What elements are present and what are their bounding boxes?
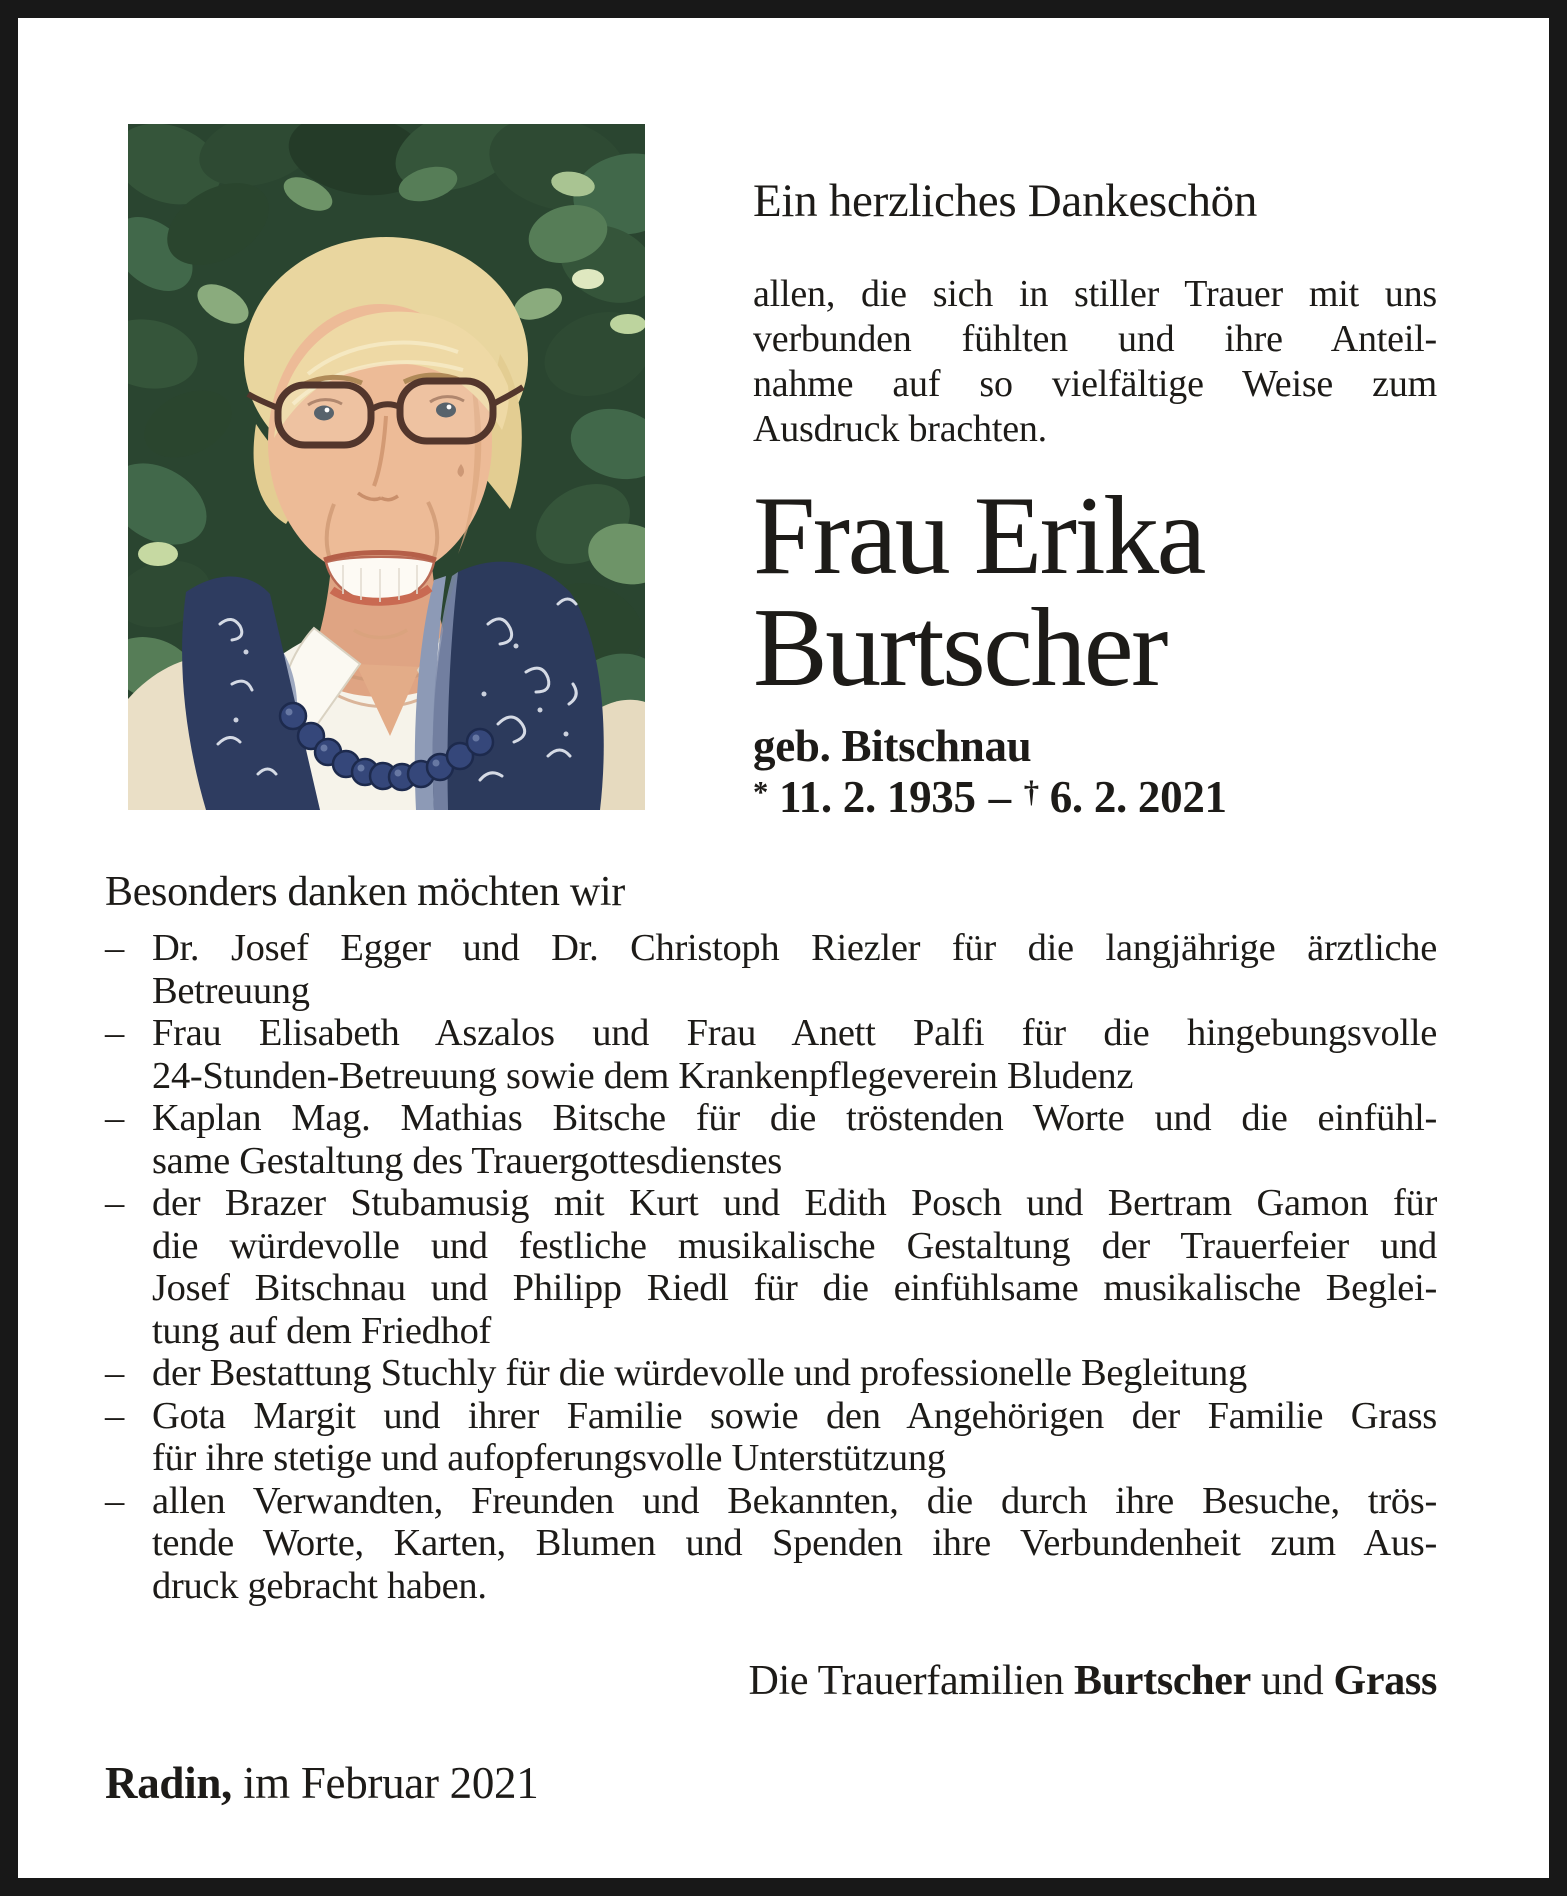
thanks-item (105, 927, 1437, 1012)
thanks-item (105, 1480, 1437, 1608)
closing-prefix: Die Trauerfamilien (748, 1658, 1064, 1704)
mourning-families-line (748, 1658, 1437, 1704)
place-name: Radin, (105, 1758, 233, 1808)
deceased-name-line1: Frau Erika (753, 474, 1204, 598)
thanks-item (105, 1395, 1437, 1480)
text-line: der Brazer Stubamusig mit Kurt und Edith Posch und Bertram Gamon für (152, 1182, 1437, 1224)
text-line: verbunden fühlten und ihre Anteil- (753, 318, 1437, 360)
thanks-list (105, 927, 1437, 1607)
death-date: 6. 2. 2021 (1049, 772, 1227, 823)
dates-separator: – (988, 772, 1011, 823)
closing-connector: und (1261, 1658, 1324, 1704)
list-dash-marker: – (105, 1394, 124, 1437)
list-dash-marker: – (105, 927, 124, 969)
text-line: Josef Bitschnau und Philipp Riedl für die einfühlsame musikalische Beglei- (152, 1267, 1437, 1309)
portrait-photo (128, 124, 645, 810)
thanks-item (105, 1352, 1437, 1395)
maiden-name: geb. Bitschnau (753, 721, 1032, 771)
birth-star-symbol: * (753, 775, 768, 809)
text-line: tende Worte, Karten, Blumen und Spenden ihre Verbundenheit zum Aus- (152, 1522, 1437, 1564)
text-line: für ihre stetige und aufopferungsvolle Unterstützung (152, 1437, 946, 1479)
text-line: druck gebracht haben. (152, 1564, 487, 1607)
life-dates (753, 769, 1227, 823)
deceased-name-line2: Burtscher (753, 586, 1166, 710)
family-name-grass: Grass (1333, 1658, 1437, 1704)
thanks-item (105, 1012, 1437, 1097)
text-line: die würdevolle und festliche musikalische Gestaltung der Trauerfeier und (152, 1224, 1437, 1267)
thanks-heading: Besonders danken möchten wir (105, 869, 625, 915)
deceased-name (753, 474, 1473, 710)
text-line: Kaplan Mag. Mathias Bitsche für die tröstenden Worte und die einfühl- (152, 1097, 1437, 1139)
list-dash-marker: – (105, 1479, 124, 1522)
list-dash-marker: – (105, 1012, 124, 1054)
date-text: im Februar 2021 (242, 1758, 539, 1808)
birth-date: 11. 2. 1935 (778, 772, 976, 823)
text-line: Gota Margit und ihrer Familie sowie den Angehörigen der Familie Grass (152, 1394, 1437, 1437)
death-cross-symbol: † (1023, 775, 1039, 809)
thankyou-title: Ein herzliches Dankeschön (753, 175, 1258, 227)
text-line: Betreuung (152, 969, 310, 1012)
thanks-item (105, 1097, 1437, 1182)
text-line: allen, die sich in stiller Trauer mit uns (753, 273, 1437, 315)
thanks-item (105, 1182, 1437, 1352)
intro-paragraph (753, 272, 1437, 452)
text-line: Ausdruck brachten. (753, 408, 1047, 450)
text-line: Frau Elisabeth Aszalos und Frau Anett Palfi für die hingebungsvolle (152, 1012, 1437, 1054)
text-line: 24-Stunden-Betreuung sowie dem Krankenpflegeverein Bludenz (152, 1054, 1134, 1097)
text-line: same Gestaltung des Trauergottesdienstes (152, 1139, 782, 1182)
family-name-burtscher: Burtscher (1074, 1658, 1251, 1704)
list-dash-marker: – (105, 1097, 124, 1139)
place-date-line (105, 1759, 538, 1807)
text-line: Dr. Josef Egger und Dr. Christoph Riezler für die langjährige ärztliche (152, 927, 1437, 969)
list-dash-marker: – (105, 1182, 124, 1224)
text-line: allen Verwandten, Freunden und Bekannten, die durch ihre Besuche, trös- (152, 1479, 1437, 1522)
obituary-page (18, 18, 1549, 1878)
text-line: der Bestattung Stuchly für die würdevolle und professionelle Begleitung (152, 1352, 1247, 1394)
list-dash-marker: – (105, 1352, 124, 1394)
text-line: nahme auf so vielfältige Weise zum (753, 363, 1437, 405)
text-line: tung auf dem Friedhof (152, 1309, 492, 1352)
